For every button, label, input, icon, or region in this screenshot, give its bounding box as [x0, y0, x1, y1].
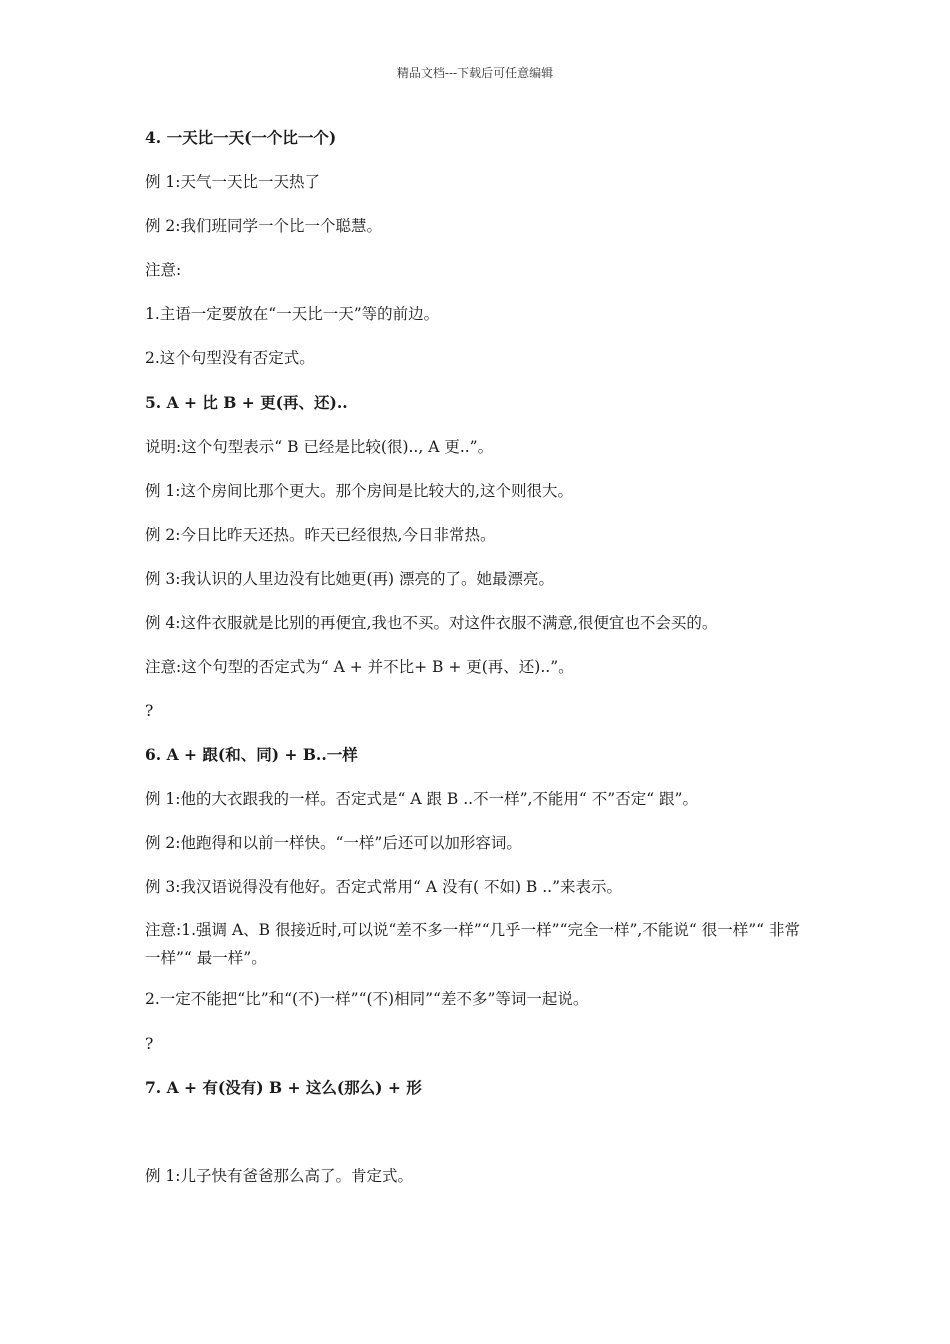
- text-line: 例 2:他跑得和以前一样快。“一样”后还可以加形容词。: [145, 834, 522, 852]
- text-line: 例 1:天气一天比一天热了: [145, 173, 321, 191]
- text-line: 例 1:他的大衣跟我的一样。否定式是“ A 跟 B ..不一样”,不能用“ 不”否定“ 跟”。: [145, 790, 698, 808]
- text-line: 2.一定不能把“比”和“(不)一样”“(不)相同”“差不多”等词一起说。: [145, 990, 589, 1008]
- heading-5: 5. A + 比 B + 更(再、还)..: [145, 393, 348, 412]
- heading-4: 4. 一天比一天(一个比一个): [145, 128, 337, 147]
- text-line: 1.主语一定要放在“一天比一天”等的前边。: [145, 305, 440, 323]
- text-line: 例 3:我汉语说得没有他好。否定式常用“ A 没有( 不如) B ..”来表示。: [145, 878, 623, 896]
- text-line: 例 1:这个房间比那个更大。那个房间是比较大的,这个则很大。: [145, 482, 573, 500]
- text-line: 例 3:我认识的人里边没有比她更(再) 漂亮的了。她最漂亮。: [145, 570, 555, 588]
- page-header: 精品文档---下载后可任意编辑: [396, 66, 554, 80]
- text-line: 例 4:这件衣服就是比别的再便宜,我也不买。对这件衣服不满意,很便宜也不会买的。: [145, 614, 718, 632]
- heading-7: 7. A + 有(没有) B + 这么(那么) + 形: [145, 1078, 422, 1097]
- text-line: 注意:: [145, 261, 182, 279]
- text-line: 例 2:我们班同学一个比一个聪慧。: [145, 217, 383, 235]
- text-line: 注意:这个句型的否定式为“ A + 并不比+ B + 更(再、还)..”。: [145, 658, 574, 676]
- text-line: 例 1:儿子快有爸爸那么高了。肯定式。: [145, 1167, 414, 1185]
- text-paragraph: 注意:1.强调 A、B 很接近时,可以说“差不多一样”“几乎一样”“完全一样”,不能说“ 很一样”“ 非常一样”“ 最一样”。: [145, 921, 800, 967]
- heading-6: 6. A + 跟(和、同) + B..一样: [145, 745, 358, 764]
- text-line: 说明:这个句型表示“ B 已经是比较(很).., A 更..”。: [145, 438, 494, 456]
- text-line: 例 2:今日比昨天还热。昨天已经很热,今日非常热。: [145, 526, 496, 544]
- placeholder-mark: ?: [145, 702, 154, 720]
- placeholder-mark: ?: [145, 1035, 154, 1053]
- text-line: 2.这个句型没有否定式。: [145, 349, 315, 367]
